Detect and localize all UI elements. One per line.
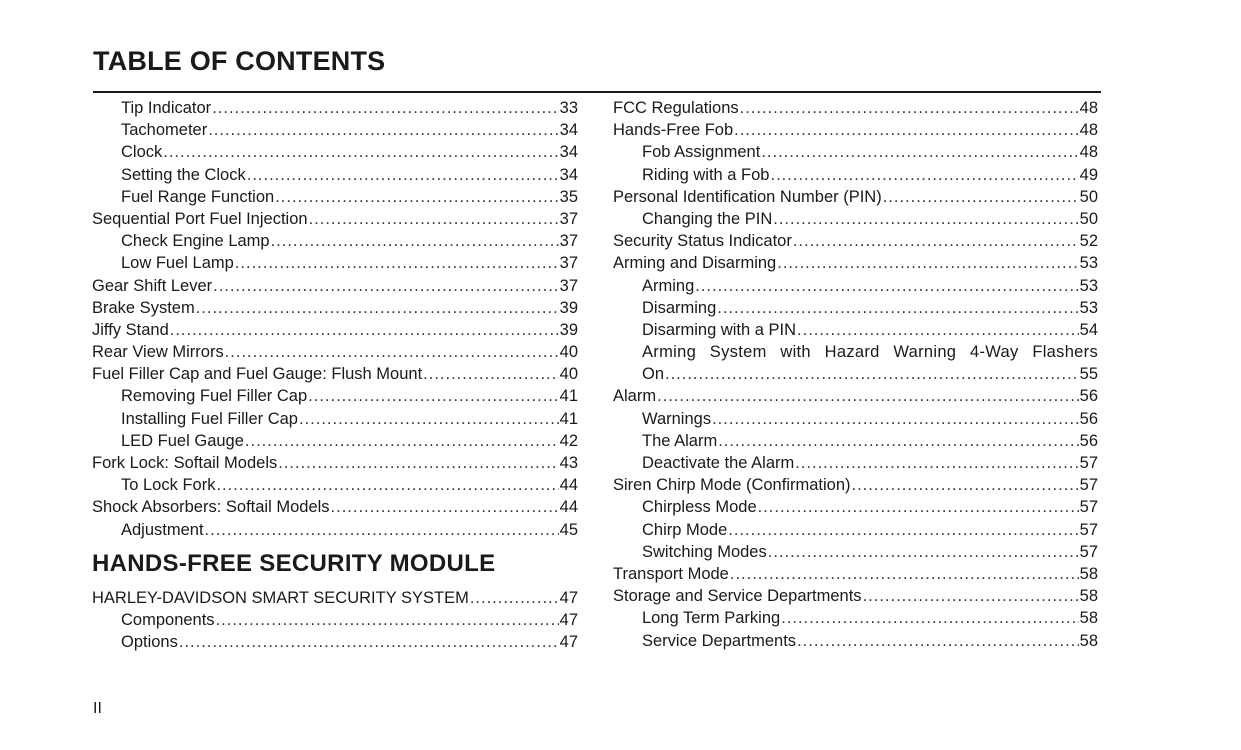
dot-leader: [770, 164, 1078, 186]
toc-entry-page: 34: [559, 165, 578, 184]
toc-entry-label: Personal Identification Number (PIN): [613, 187, 882, 206]
dot-leader: [773, 208, 1078, 230]
toc-entry-page: 58: [1079, 631, 1098, 650]
section-heading: HANDS-FREE SECURITY MODULE: [92, 549, 496, 577]
toc-entry-label: Fob Assignment: [642, 143, 761, 162]
dot-leader: [213, 275, 559, 297]
toc-entry[interactable]: [92, 319, 578, 341]
toc-entry[interactable]: [92, 363, 578, 385]
dot-leader: [883, 186, 1079, 208]
toc-entry-page: 47: [559, 588, 578, 607]
toc-entry-page: 57: [1079, 542, 1098, 561]
dot-leader: [734, 119, 1079, 141]
toc-entry[interactable]: [613, 607, 1098, 629]
toc-entry-label: Disarming with a PIN: [642, 320, 797, 339]
toc-entry-label: Changing the PIN: [642, 209, 773, 228]
toc-entry-page: 40: [559, 343, 578, 362]
dot-leader: [216, 474, 558, 496]
toc-entry[interactable]: [613, 363, 1098, 385]
toc-entry-label: Chirp Mode: [642, 520, 728, 539]
toc-entry[interactable]: [613, 563, 1098, 585]
dot-leader: [768, 541, 1079, 563]
toc-entry-page: 49: [1079, 165, 1098, 184]
toc-entry-label: Check Engine Lamp: [121, 232, 270, 251]
toc-entry-label: Arming and Disarming: [613, 254, 777, 273]
toc-entry-label: Fork Lock: Softail Models: [92, 454, 278, 472]
toc-entry[interactable]: [92, 519, 578, 541]
dot-leader: [170, 319, 559, 341]
toc-entry-label: Switching Modes: [642, 542, 767, 561]
dot-leader: [740, 97, 1079, 119]
toc-entry-label: Arming: [642, 276, 695, 295]
toc-entry[interactable]: [613, 230, 1098, 252]
toc-entry-page: 45: [559, 520, 578, 539]
toc-entry-page: 57: [1079, 498, 1098, 517]
toc-entry-page: 43: [559, 454, 578, 472]
dot-leader: [657, 385, 1079, 407]
toc-entry-label: The Alarm: [642, 431, 718, 450]
toc-entry-label: Long Term Parking: [642, 609, 781, 628]
toc-entry[interactable]: [92, 474, 578, 496]
toc-entry-label: Setting the Clock: [121, 165, 246, 184]
toc-entry-page: 37: [559, 254, 578, 273]
toc-entry-label: Fuel Filler Cap and Fuel Gauge: Flush Mount: [92, 365, 423, 384]
dot-leader: [470, 587, 559, 609]
toc-entry-label: Riding with a Fob: [642, 165, 770, 184]
dot-leader: [761, 141, 1078, 163]
toc-entry[interactable]: [92, 230, 578, 252]
toc-entry-label: Clock: [121, 143, 163, 162]
toc-entry-page: 34: [559, 121, 578, 140]
dot-leader: [795, 452, 1078, 474]
toc-entry-page: 54: [1079, 320, 1098, 339]
toc-entry-line[interactable]: Arming System with Hazard Warning 4-Way Flashers: [642, 343, 1098, 362]
toc-entry[interactable]: [613, 252, 1098, 274]
dot-leader: [309, 208, 559, 230]
toc-entry[interactable]: [613, 208, 1098, 230]
toc-entry-page: 44: [559, 498, 578, 517]
dot-leader: [308, 385, 558, 407]
toc-entry-page: 37: [559, 232, 578, 251]
toc-entry-label: Disarming: [642, 298, 717, 317]
dot-leader: [758, 496, 1079, 518]
dot-leader: [331, 496, 559, 518]
toc-entry[interactable]: [613, 408, 1098, 430]
dot-leader: [278, 452, 558, 474]
toc-entry-page: 42: [559, 431, 578, 450]
toc-entry-page: 55: [1079, 365, 1098, 384]
toc-entry-page: 57: [1079, 476, 1098, 495]
toc-entry-label: Tachometer: [121, 121, 208, 140]
toc-entry[interactable]: [92, 252, 578, 274]
dot-leader: [163, 141, 558, 163]
toc-entry[interactable]: [613, 141, 1098, 163]
toc-entry-label: Removing Fuel Filler Cap: [121, 387, 308, 406]
dot-leader: [717, 297, 1078, 319]
toc-entry[interactable]: [92, 119, 578, 141]
toc-right-column: [613, 97, 1098, 652]
dot-leader: [208, 119, 558, 141]
toc-entry-label: Tip Indicator: [121, 99, 212, 117]
toc-list-left-bottom: [92, 587, 578, 654]
dot-leader: [179, 631, 559, 653]
dot-leader: [245, 430, 559, 452]
toc-entry[interactable]: [92, 631, 578, 653]
toc-entry-page: 48: [1079, 121, 1098, 140]
toc-entry[interactable]: [92, 609, 578, 631]
toc-entry-label: FCC Regulations: [613, 99, 739, 117]
dot-leader: [777, 252, 1078, 274]
toc-entry[interactable]: [613, 452, 1098, 474]
toc-entry[interactable]: [613, 119, 1098, 141]
toc-entry-label: Service Departments: [642, 631, 797, 650]
toc-entry-page: 50: [1079, 209, 1098, 228]
toc-entry-label: Shock Absorbers: Softail Models: [92, 498, 330, 517]
toc-entry-label: Deactivate the Alarm: [642, 454, 795, 472]
dot-leader: [797, 630, 1079, 652]
toc-entry-label: LED Fuel Gauge: [121, 431, 244, 450]
toc-entry[interactable]: [92, 408, 578, 430]
toc-entry-page: 47: [559, 633, 578, 652]
toc-entry-page: 39: [559, 298, 578, 317]
toc-entry-label: Components: [121, 610, 215, 629]
toc-entry[interactable]: [92, 208, 578, 230]
toc-entry-label: Installing Fuel Filler Cap: [121, 409, 298, 428]
dot-leader: [781, 607, 1078, 629]
dot-leader: [271, 230, 559, 252]
toc-entry-label: Low Fuel Lamp: [121, 254, 234, 273]
toc-entry-page: 52: [1079, 232, 1098, 251]
toc-entry[interactable]: [613, 430, 1098, 452]
toc-entry-page: 53: [1079, 254, 1098, 273]
toc-entry[interactable]: [92, 97, 578, 119]
toc-entry[interactable]: [613, 319, 1098, 341]
toc-entry[interactable]: [92, 164, 578, 186]
toc-left-column: [92, 97, 578, 653]
toc-entry[interactable]: [92, 452, 578, 474]
dot-leader: [275, 186, 558, 208]
footer-page-number: II: [93, 700, 102, 717]
toc-entry-label: On: [642, 365, 665, 384]
toc-entry[interactable]: [613, 474, 1098, 496]
dot-leader: [235, 252, 559, 274]
title-divider: [93, 91, 1101, 93]
toc-entry-page: 58: [1079, 564, 1098, 583]
toc-entry-page: 58: [1079, 587, 1098, 606]
toc-entry-label: HARLEY-DAVIDSON SMART SECURITY SYSTEM: [92, 588, 469, 607]
toc-list-left-top: [92, 97, 578, 541]
toc-entry-page: 33: [559, 99, 578, 117]
toc-entry[interactable]: [613, 385, 1098, 407]
toc-entry-page: 56: [1079, 387, 1098, 406]
toc-entry[interactable]: [92, 385, 578, 407]
dot-leader: [797, 319, 1079, 341]
toc-entry-label: Security Status Indicator: [613, 232, 792, 251]
dot-leader: [423, 363, 558, 385]
toc-entry-page: 58: [1079, 609, 1098, 628]
toc-entry-label: Sequential Port Fuel Injection: [92, 209, 308, 228]
toc-entry-label: Hands-Free Fob: [613, 121, 734, 140]
toc-entry-page: 37: [559, 276, 578, 295]
toc-entry[interactable]: [613, 585, 1098, 607]
toc-entry[interactable]: [92, 275, 578, 297]
toc-entry-page: 56: [1079, 409, 1098, 428]
toc-entry[interactable]: [92, 297, 578, 319]
toc-entry[interactable]: [92, 141, 578, 163]
toc-entry-page: 35: [559, 187, 578, 206]
toc-entry[interactable]: [613, 519, 1098, 541]
dot-leader: [299, 408, 559, 430]
toc-entry[interactable]: [613, 630, 1098, 652]
dot-leader: [793, 230, 1079, 252]
toc-entry-label: Siren Chirp Mode (Confirmation): [613, 476, 851, 495]
toc-entry-page: 48: [1079, 143, 1098, 162]
toc-entry[interactable]: [613, 97, 1098, 119]
dot-leader: [728, 519, 1078, 541]
toc-entry-label: To Lock Fork: [121, 476, 216, 495]
toc-entry-label: Chirpless Mode: [642, 498, 757, 517]
toc-entry-label: Fuel Range Function: [121, 187, 275, 206]
toc-entry-label: Gear Shift Lever: [92, 276, 213, 295]
page-title: TABLE OF CONTENTS: [93, 46, 386, 76]
toc-entry-page: 39: [559, 320, 578, 339]
toc-entry-page: 34: [559, 143, 578, 162]
toc-entry-label: Warnings: [642, 409, 712, 428]
toc-entry[interactable]: [613, 186, 1098, 208]
dot-leader: [852, 474, 1079, 496]
toc-entry-page: 47: [559, 610, 578, 629]
toc-entry-label: Adjustment: [121, 520, 204, 539]
toc-entry-label: Alarm: [613, 387, 657, 406]
dot-leader: [212, 97, 558, 119]
toc-entry-page: 41: [559, 387, 578, 406]
dot-leader: [863, 585, 1079, 607]
dot-leader: [196, 297, 559, 319]
toc-entry-label: Storage and Service Departments: [613, 587, 862, 606]
toc-entry-label: Options: [121, 633, 178, 652]
dot-leader: [712, 408, 1079, 430]
toc-list-right: [613, 97, 1098, 652]
dot-leader: [665, 363, 1079, 385]
toc-entry-page: 40: [559, 365, 578, 384]
dot-leader: [718, 430, 1078, 452]
toc-entry-label: Jiffy Stand: [92, 320, 169, 339]
toc-entry-label: Transport Mode: [613, 564, 729, 583]
toc-entry[interactable]: [92, 186, 578, 208]
toc-entry-page: 48: [1079, 99, 1098, 117]
dot-leader: [730, 563, 1079, 585]
dot-leader: [225, 341, 559, 363]
toc-entry-page: 57: [1079, 520, 1098, 539]
toc-entry[interactable]: [92, 430, 578, 452]
toc-entry-label: Brake System: [92, 298, 195, 317]
toc-entry-page: 53: [1079, 276, 1098, 295]
dot-leader: [695, 275, 1078, 297]
toc-entry[interactable]: [92, 341, 578, 363]
toc-entry[interactable]: [613, 275, 1098, 297]
toc-entry[interactable]: [613, 496, 1098, 518]
toc-entry-page: 57: [1079, 454, 1098, 472]
dot-leader: [247, 164, 559, 186]
toc-entry[interactable]: [613, 164, 1098, 186]
toc-entry-page: 56: [1079, 431, 1098, 450]
toc-entry-page: 53: [1079, 298, 1098, 317]
toc-entry-page: 41: [559, 409, 578, 428]
toc-entry[interactable]: [92, 496, 578, 518]
toc-entry-label: Rear View Mirrors: [92, 343, 224, 362]
toc-entry[interactable]: [92, 587, 578, 609]
toc-entry-page: 37: [559, 209, 578, 228]
dot-leader: [216, 609, 559, 631]
toc-entry[interactable]: [613, 297, 1098, 319]
toc-entry-page: 50: [1079, 187, 1098, 206]
dot-leader: [205, 519, 559, 541]
toc-entry[interactable]: [613, 541, 1098, 563]
toc-entry-page: 44: [559, 476, 578, 495]
